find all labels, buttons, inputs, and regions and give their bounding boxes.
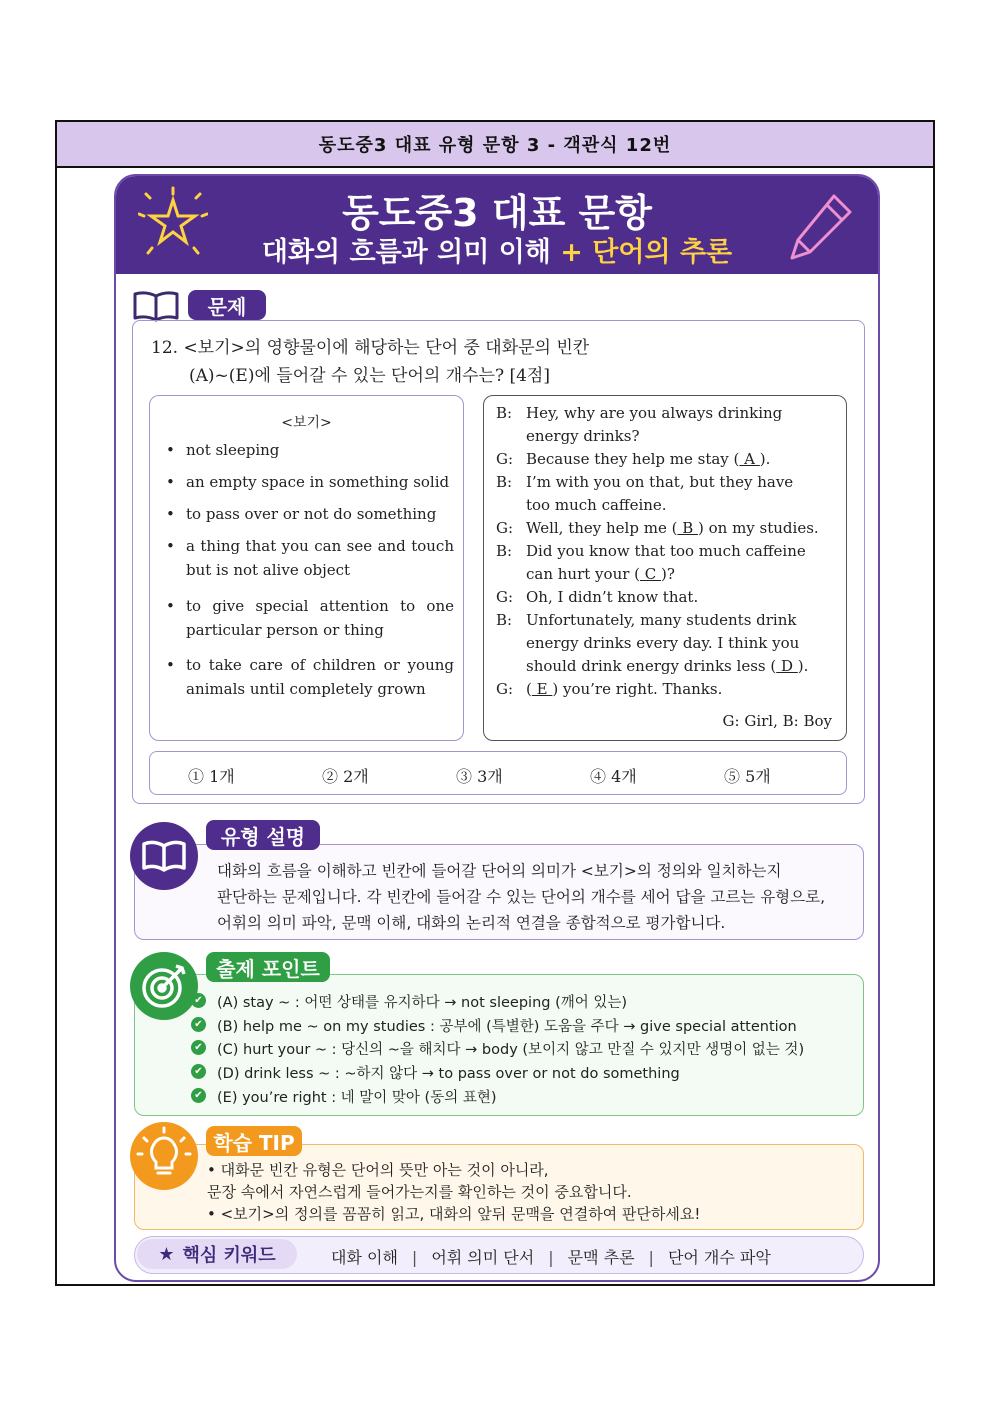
dialogue-line: G: Oh, I didn’t know that. [496,588,699,606]
points-section-label: 출제 포인트 [206,952,330,982]
point-item: ✔ (E) you’re right : 네 말이 맞아 (동의 표현) [217,1086,497,1107]
point-item: ✔ (C) hurt your ~ : 당신의 ~을 해치다 → body (보이지 않고 만질 수 있지만 생명이 없는 것) [217,1038,804,1059]
tip-line: • 대화문 빈칸 유형은 단어의 뜻만 아는 것이 아니라, [207,1161,549,1179]
dialogue-line: G: ( E ) you’re right. Thanks. [496,680,723,698]
answer-choices [149,751,847,795]
choice-1[interactable]: ① 1개 [188,767,235,786]
blank-b: B [677,519,698,537]
check-icon: ✔ [191,1040,206,1055]
dialogue-line: G: Well, they help me ( B ) on my studies. [496,519,819,537]
dialogue-box [483,395,847,741]
dialogue-line: B: I’m with you on that, but they have [496,473,794,491]
dialogue-line: G: Because they help me stay ( A ). [496,450,771,468]
bogi-item: • an empty space in something solid [166,473,450,491]
star-icon: ★ [158,1243,175,1265]
bogi-item: • to give special attention to one particular person or thing [166,597,454,639]
document-header: 동도중3 대표 유형 문항 3 - 객관식 12번 [57,122,933,168]
question-section-label: 문제 [188,290,266,320]
bogi-item: • to take care of children or young animals until completely grown [166,656,454,698]
choice-5[interactable]: ⑤ 5개 [724,767,771,786]
keyword: 대화 이해 [331,1248,398,1267]
banner-subtitle-plus: + 단어의 추론 [560,237,733,268]
choice-4[interactable]: ④ 4개 [590,767,637,786]
check-icon: ✔ [191,1064,206,1079]
keyword: 단어 개수 파악 [667,1248,771,1267]
dialogue-legend: G: Girl, B: Boy [722,712,832,730]
question-card [114,174,880,1282]
blank-e: E [531,680,553,698]
dialogue-line-cont: can hurt your ( C )? [526,565,675,583]
tip-box [134,1144,864,1230]
tip-section-label: 학습 TIP [206,1126,302,1156]
dialogue-line-cont: should drink energy drinks less ( D ). [526,657,809,675]
document-frame [55,120,935,1286]
dialogue-line: B: Unfortunately, many students drink [496,611,797,629]
book-circle-icon [130,822,198,890]
question-box [132,320,865,804]
dialogue-line-cont: energy drinks? [526,427,640,445]
lightbulb-icon [130,1122,198,1190]
points-box [134,974,864,1116]
bogi-item: • not sleeping [166,441,280,459]
choice-3[interactable]: ③ 3개 [456,767,503,786]
check-icon: ✔ [191,1088,206,1103]
banner [116,176,878,274]
explanation-line: 판단하는 문제입니다. 각 빈칸에 들어갈 수 있는 단어의 개수를 세어 답을 고르는 유형으로, [217,888,826,906]
explanation-line: 대화의 흐름을 이해하고 빈칸에 들어갈 단어의 의미가 <보기>의 정의와 일치하는지 [217,862,782,880]
dialogue-line: B: Hey, why are you always drinking [496,404,783,422]
bogi-title: <보기> [281,415,332,431]
keyword-separator: | [411,1248,418,1267]
keyword-separator: | [648,1248,654,1267]
point-item: ✔ (B) help me ~ on my studies : 공부에 (특별한) 도움을 주다 → give special attention [217,1015,797,1036]
explanation-line: 어휘의 의미 파악, 문맥 이해, 대화의 논리적 연결을 종합적으로 평가합니다. [217,914,726,932]
question-stem-line2: (A)~(E)에 들어갈 수 있는 단어의 개수는? [4점] [189,366,550,386]
blank-a: A [739,450,760,468]
keywords-list [331,1245,771,1268]
keyword: 문맥 추론 [567,1248,635,1267]
bogi-item: • to pass over or not do something [166,505,437,523]
point-item: ✔ (D) drink less ~ : ~하지 않다 → to pass over or not do something [217,1062,680,1083]
bogi-item: • a thing that you can see and touch but is not alive object [166,537,454,579]
banner-subtitle [116,230,878,269]
banner-title: 동도중3 대표 문항 [342,191,652,235]
dialogue-line-cont: energy drinks every day. I think you [526,634,800,652]
tip-line: • <보기>의 정의를 꼼꼼히 읽고, 대화의 앞뒤 문맥을 연결하여 판단하세요! [207,1205,701,1223]
keyword: 어휘 의미 단서 [431,1248,535,1267]
tip-line: 문장 속에서 자연스럽게 들어가는지를 확인하는 것이 중요합니다. [207,1183,632,1201]
target-icon [130,952,198,1020]
blank-c: C [640,565,662,583]
bogi-box [149,395,464,741]
blank-d: D [776,657,798,675]
point-item: ✔ (A) stay ~ : 어떤 상태를 유지하다 → not sleeping (깨어 있는) [217,991,627,1012]
choice-2[interactable]: ② 2개 [322,767,369,786]
explanation-section-label: 유형 설명 [206,820,320,850]
banner-subtitle-main: 대화의 흐름과 의미 이해 [261,237,561,268]
keywords-bar [134,1236,864,1274]
pencil-icon [786,190,856,262]
keyword-separator: | [548,1248,554,1267]
question-stem-line1: 12. <보기>의 영향물이에 해당하는 단어 중 대화문의 빈칸 [151,338,590,358]
keywords-label: ★ 핵심 키워드 [137,1239,297,1269]
check-icon: ✔ [191,993,206,1008]
dialogue-line-cont: too much caffeine. [526,496,667,514]
explanation-box [134,844,864,940]
check-icon: ✔ [191,1017,206,1032]
dialogue-line: B: Did you know that too much caffeine [496,542,806,560]
book-icon [132,290,180,322]
